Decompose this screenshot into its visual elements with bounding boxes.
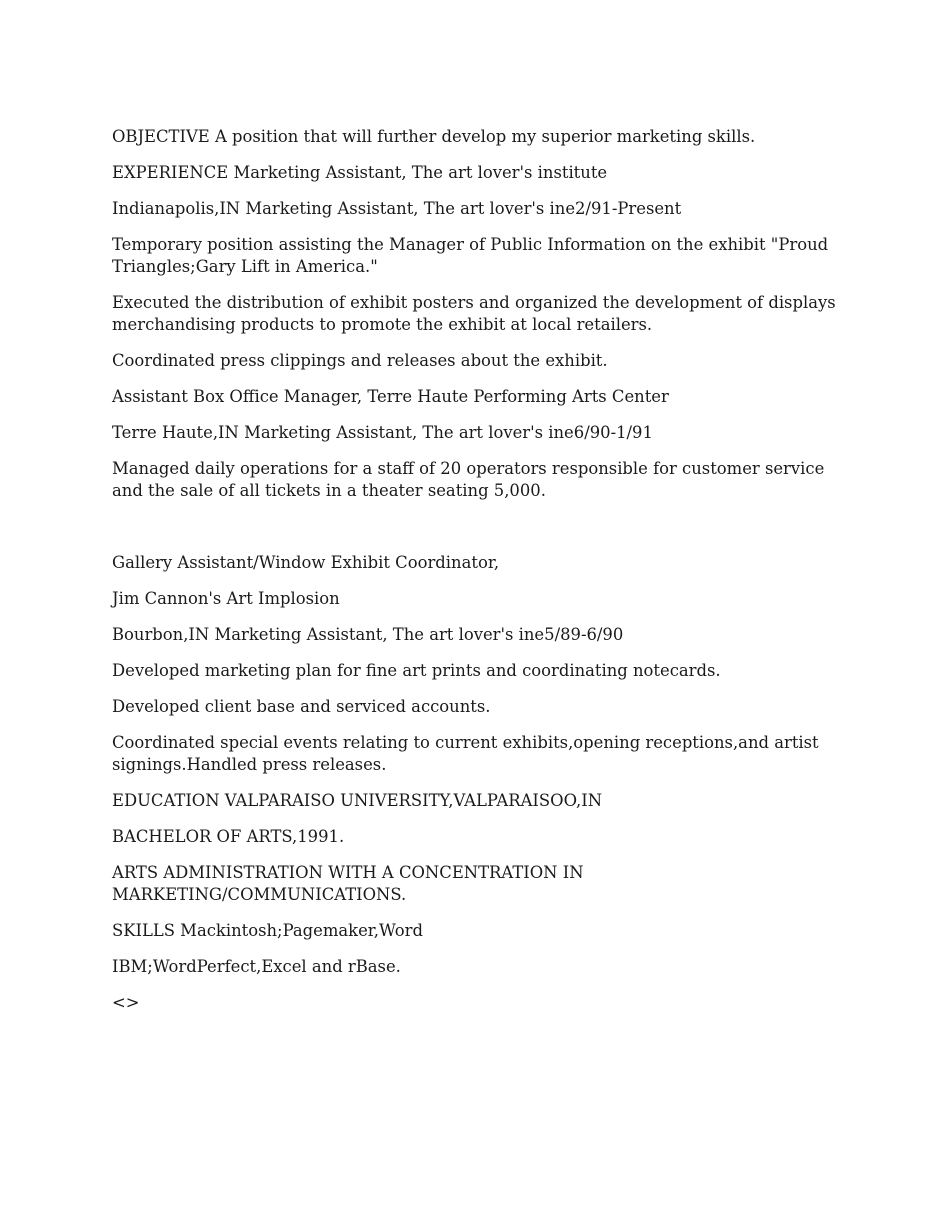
job-location-paragraph: Terre Haute,IN Marketing Assistant, The art lover's ine6/90-1/91 [112,423,653,442]
job-title-paragraph: Gallery Assistant/Window Exhibit Coordinator, [112,553,500,572]
major-paragraph: ARTS ADMINISTRATION WITH A CONCENTRATION IN MARKETING/COMMUNICATIONS. [112,863,584,904]
end-marker: <> [112,993,140,1012]
job-description-paragraph: Executed the distribution of exhibit posters and organized the development of displays merchandising products to promote the exhibit at local retailers. [112,293,836,334]
job-description-paragraph: Managed daily operations for a staff of 20 operators responsible for customer service and the sale of all tickets in a theater seating 5,000. [112,459,825,500]
experience-heading-paragraph: EXPERIENCE Marketing Assistant, The art lover's institute [112,163,608,182]
job-description-paragraph: Developed client base and serviced accounts. [112,697,491,716]
skills-paragraph: IBM;WordPerfect,Excel and rBase. [112,957,401,976]
job-description-paragraph: Coordinated special events relating to current exhibits,opening receptions,and artist signings.Handled press releases. [112,733,819,774]
objective-paragraph: OBJECTIVE A position that will further develop my superior marketing skills. [112,127,756,146]
job-location-paragraph: Bourbon,IN Marketing Assistant, The art lover's ine5/89-6/90 [112,625,624,644]
job-description-paragraph: Coordinated press clippings and releases about the exhibit. [112,351,608,370]
job-title-paragraph: Assistant Box Office Manager, Terre Haute Performing Arts Center [112,387,669,406]
document-body [112,126,842,1028]
job-description-paragraph: Developed marketing plan for fine art prints and coordinating notecards. [112,661,721,680]
skills-paragraph: SKILLS Mackintosh;Pagemaker,Word [112,921,423,940]
degree-paragraph: BACHELOR OF ARTS,1991. [112,827,345,846]
job-description-paragraph: Temporary position assisting the Manager of Public Information on the exhibit "Proud Triangles;Gary Lift in America." [112,235,829,276]
employer-paragraph: Jim Cannon's Art Implosion [112,589,340,608]
job-location-paragraph: Indianapolis,IN Marketing Assistant, The art lover's ine2/91-Present [112,199,682,218]
blank-line [112,516,842,538]
education-paragraph: EDUCATION VALPARAISO UNIVERSITY,VALPARAISOO,IN [112,791,603,810]
